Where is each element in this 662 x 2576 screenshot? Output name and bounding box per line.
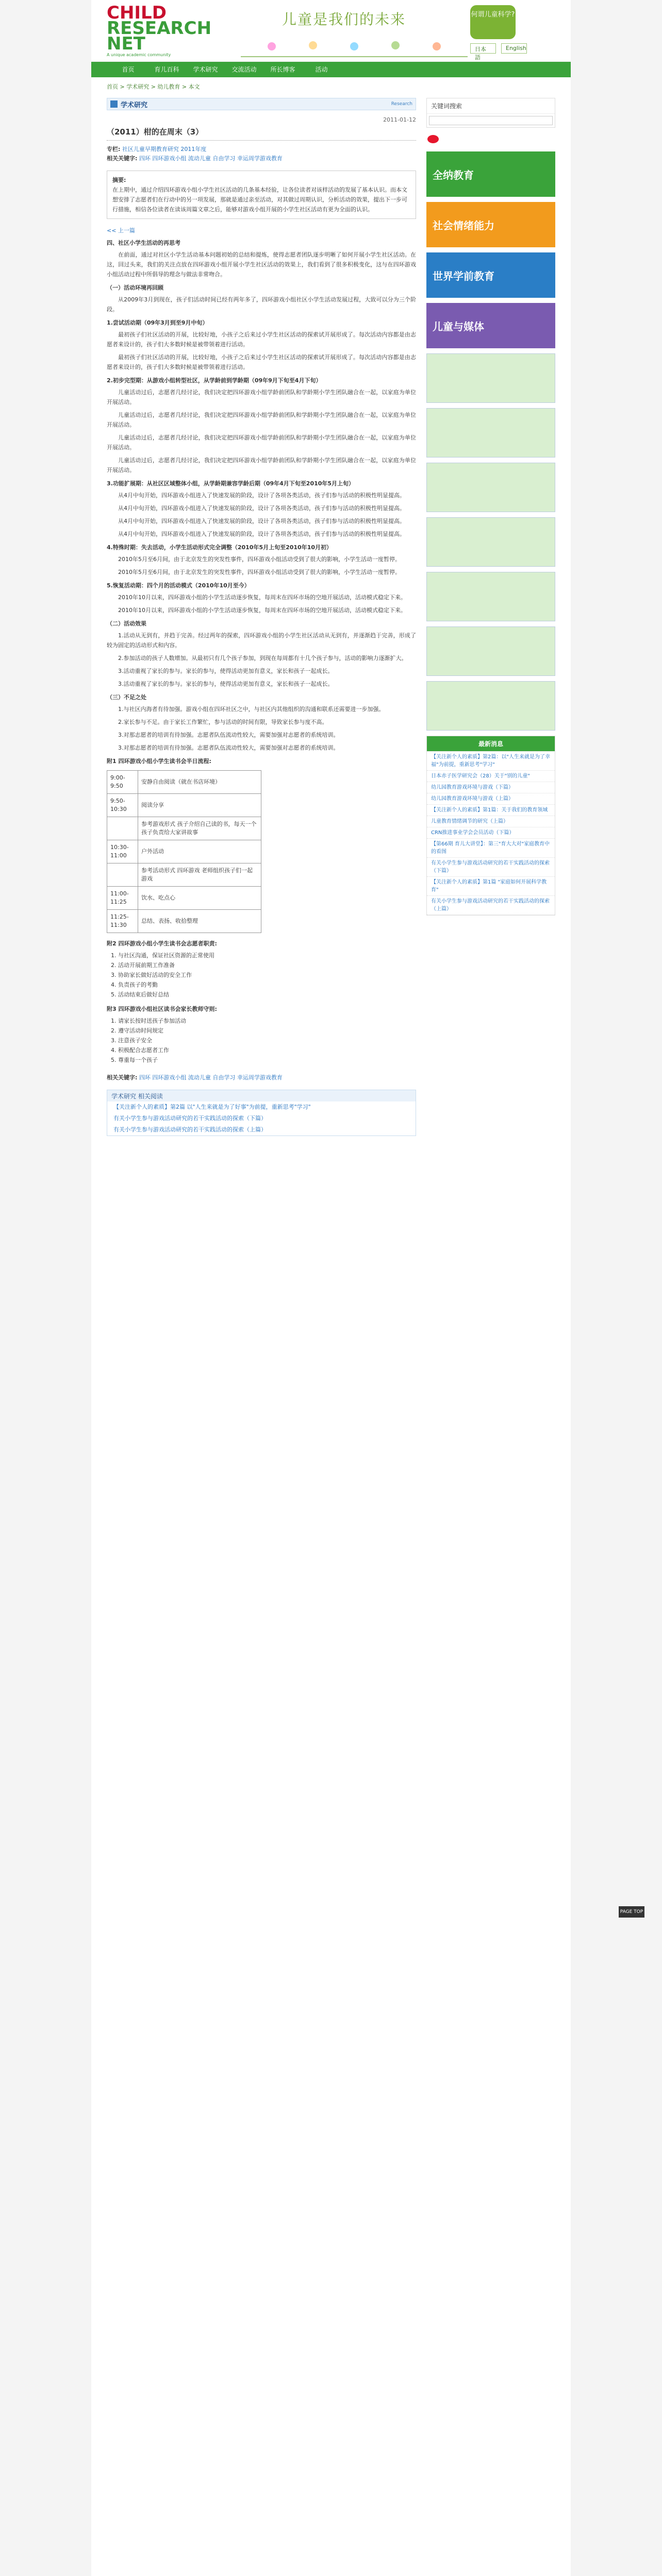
site-logo[interactable]: [107, 5, 225, 57]
task-cell: 户外活动: [138, 840, 261, 863]
news-item[interactable]: 有关小学生参与游戏活动研究的若干实践活动的探索（下篇）: [427, 858, 555, 877]
paragraph: 2010年5月至6月间，由于北京发生的突发性事件，四环游戏小组活动受到了很大的影响，小学生活动一度暂停。: [118, 556, 401, 563]
attachment-2-title: 附2 四环游戏小组小学生读书会志愿者职责:: [107, 940, 217, 947]
schedule-table: [107, 770, 261, 933]
search-label: 关键词搜索: [427, 98, 555, 114]
news-box: [426, 736, 555, 916]
list-item: 4. 积极配合志愿者工作: [118, 1045, 416, 1055]
weibo-icon[interactable]: [426, 133, 555, 146]
time-cell: 11:25-11:30: [107, 910, 138, 933]
news-item[interactable]: 【关注新个人的素质】第1篇：关于我们的教育领域: [427, 805, 555, 816]
task-cell: 阅读分享: [138, 794, 261, 817]
list-item: 2. 遵守活动时间规定: [118, 1026, 416, 1036]
promo-banner[interactable]: [426, 463, 555, 512]
page-top-button[interactable]: PAGE TOP: [619, 1906, 644, 1918]
task-cell: 安静自由阅读（就在书店环境）: [138, 771, 261, 794]
time-cell: [107, 817, 138, 840]
time-cell: [107, 863, 138, 887]
table-row: [107, 817, 261, 840]
paragraph: 2.家长参与不足。由于家长工作繁忙，参与活动的时间有限，导致家长参与度不高。: [118, 719, 328, 725]
paragraph: 儿童活动过后，志愿者几经讨论，我们决定把四环游戏小组学龄前团队和学龄期小学生团队融合在一起，以家庭为单位开展活动。: [107, 457, 416, 473]
paragraph: 3.活动重视了家长的参与。家长的参与，使得活动更加有意义，家长和孩子一起成长。: [118, 681, 334, 687]
paragraph: 从4月中旬开始，四环游戏小组进入了快速发展的阶段，设计了各项各类活动，孩子们参与活动的积极性明显提高。: [118, 492, 405, 499]
main-nav: [91, 62, 571, 77]
heading: 四、社区小学生活动的再思考: [107, 240, 180, 246]
news-title: 最新消息: [427, 736, 555, 752]
table-row: [107, 794, 261, 817]
promo-banner[interactable]: [426, 408, 555, 457]
paragraph: 从4月中旬开始，四环游戏小组进入了快速发展的阶段，设计了各项各类活动，孩子们参与活动的积极性明显提高。: [118, 518, 405, 524]
paragraph: 3.对那志愿者的培训有待加强。志愿者队伍流动性较大，需要加强对志愿者的系统培训。: [118, 744, 339, 751]
children-illustration: [241, 31, 468, 59]
related-link[interactable]: 有关小学生参与游戏活动研究的若干实践活动的探索（下篇）: [113, 1115, 267, 1122]
paragraph: 3.对那志愿者的培训有待加强。志愿者队伍流动性较大，需要加强对志愿者的系统培训。: [118, 732, 339, 738]
article-date: 2011-01-12: [383, 116, 416, 123]
nav-research[interactable]: 学术研究: [193, 66, 218, 73]
logo-subtitle: A unique academic community: [107, 53, 171, 57]
task-cell: 参考活动形式 四环游戏 老师组织孩子们一起游戏: [138, 863, 261, 887]
prev-link[interactable]: << 上一篇: [107, 227, 135, 234]
keywords-label: 相关关键字:: [107, 155, 138, 162]
what-is-child-science-badge[interactable]: 何谓儿童科学?: [470, 5, 516, 39]
logo-text-1: CHILD: [107, 3, 167, 23]
time-cell: 11:00-11:25: [107, 887, 138, 910]
table-row: [107, 887, 261, 910]
heading: 1.尝试活动期（09年3月到至9月中旬）: [107, 319, 208, 326]
heading: （三）不足之处: [107, 694, 146, 701]
heading: 2.初步完型期：从游戏小组转型社区，从学龄前到学龄期（09年9月下旬至4月下旬）: [107, 377, 322, 384]
task-cell: 参考游戏形式 孩子介绍自己读的书，每天一个孩子负责给大家讲故事: [138, 817, 261, 840]
paragraph: 最初孩子们社区活动的开展，比较好地，小孩子之后来过小学生社区活动的探索试开展形成了。每次活动内容都是由志愿者来设计的，孩子们大多数时候是被带领着进行活动。: [107, 331, 416, 348]
list-item: 1. 请家长按时送孩子参加活动: [118, 1016, 416, 1026]
task-cell: 饮水、吃点心: [138, 887, 261, 910]
promo-banner[interactable]: [426, 353, 555, 403]
abstract-box: [107, 171, 416, 219]
heading: 3.功能扩展期：从社区区域整体小组，从学龄期兼容学龄后期（09年4月下旬至2010年5月上旬）: [107, 480, 355, 487]
paragraph: 儿童活动过后，志愿者几经讨论，我们决定把四环游戏小组学龄前团队和学龄期小学生团队融合在一起，以家庭为单位开展活动。: [107, 412, 416, 428]
sidebar: [426, 98, 555, 921]
table-row: [107, 863, 261, 887]
article-body: [107, 239, 416, 1065]
list-item: 4. 负责孩子的考勤: [118, 980, 416, 990]
related-keywords: [107, 1073, 416, 1082]
search-box: [426, 98, 555, 128]
paragraph: 儿童活动过后，志愿者几经讨论，我们决定把四环游戏小组学龄前团队和学龄期小学生团队融合在一起，以家庭为单位开展活动。: [107, 434, 416, 451]
related-box-title: 学术研究 相关阅读: [107, 1090, 416, 1101]
search-input[interactable]: [427, 114, 555, 127]
list-item: 3. 注意孩子安全: [118, 1036, 416, 1045]
article-meta: [107, 145, 416, 163]
news-item[interactable]: CRN推进事业学会会员活动（下篇）: [427, 827, 555, 839]
nav-events[interactable]: 交流活动: [231, 66, 257, 73]
news-item[interactable]: 【关注新个人的素质】第2篇：以"人生来就是为了幸福"为前提，重新思考"学习": [427, 752, 555, 771]
news-item[interactable]: 日本赤子医学研究会（28）关于"别的儿童": [427, 771, 555, 782]
article-title: （2011）柑的在周末（3）: [107, 126, 416, 141]
news-item[interactable]: 有关小学生参与游戏活动研究的若干实践活动的探索（上篇）: [427, 896, 555, 915]
paragraph: 最初孩子们社区活动的开展，比较好地，小孩子之后来过小学生社区活动的探索试开展形成了。每次活动内容都是由志愿者来设计的，孩子们大多数时候是被带领着进行活动。: [107, 354, 416, 370]
banner-inclusive-education[interactable]: 全纳教育: [426, 151, 555, 197]
news-item[interactable]: 【关注新个人的素质】第1篇 "家庭如何开展科学教育": [427, 877, 555, 896]
news-item[interactable]: 幼儿园教育游戏环境与游戏（下篇）: [427, 782, 555, 793]
promo-banner[interactable]: [426, 517, 555, 567]
abstract-text: 在上期中，通过介绍四环游戏小组小学生社区活动的几条基本经验，让各位读者对该样活动的发展了基本认识。而本文想安排了志愿者们在行动中的另一项发展，那就是通过亲至活动，对其做过周期认识，分析活动的效果，提出下一步可行措施，相信各位读者在读该周篇文章之后，能够对游戏小组开展的小学生社区活动有更为全面的认识。: [112, 187, 407, 213]
list-item: 3. 协助家长做好活动的安全工作: [118, 970, 416, 980]
nav-blog[interactable]: 所长博客: [270, 66, 295, 73]
list-item: 1. 与社区沟通，保证社区资源的正常使用: [118, 951, 416, 960]
news-item[interactable]: 【第66期 育儿大讲堂】：第三"育大大对"家庭教育中的看图: [427, 839, 555, 858]
related-link[interactable]: 有关小学生参与游戏活动研究的若干实践活动的探索（上篇）: [113, 1126, 267, 1133]
promo-banner[interactable]: [426, 681, 555, 731]
related-keywords-links[interactable]: 四环 四环游戏小组 流动儿童 自由学习 幸运周学游戏教育: [139, 1074, 283, 1081]
banner-children-media[interactable]: 儿童与媒体: [426, 303, 555, 348]
breadcrumb[interactable]: 首页 > 学术研究 > 幼儿教育 > 本文: [107, 83, 200, 90]
promo-banner[interactable]: [426, 626, 555, 676]
time-cell: 10:30-11:00: [107, 840, 138, 863]
table-row: [107, 840, 261, 863]
heading: （二）活动效果: [107, 620, 146, 627]
main-content: [107, 98, 416, 1136]
paragraph: 儿童活动过后，志愿者几经讨论，我们决定把四环游戏小组学龄前团队和学龄期小学生团队融合在一起，以家庭为单位开展活动。: [107, 389, 416, 405]
time-cell: 9:50-10:30: [107, 794, 138, 817]
paragraph: 在前面，通过对社区小学生活动基本问题初始的总结和提炼，使得志愿者团队逐步明晰了如何开展小学生社区活动。在这，回过头来，我们的关注点放在四环游戏小组开展小学生社区活动的效果上，我们看到了很多积极变化，这与在四环游戏小组活动过程中所倡导的理念与做法非常吻合。: [107, 251, 416, 278]
paragraph: 2010年5月至6月间，由于北京发生的突发性事件，四环游戏小组活动受到了很大的影响，小学生活动一度暂停。: [118, 569, 401, 575]
list-item: 5. 活动结束后做好总结: [118, 990, 416, 999]
attachment-3-title: 附3 四环游戏小组社区读书会家长教师守则:: [107, 1006, 217, 1012]
lang-ja-select[interactable]: 日本語: [470, 43, 496, 54]
logo-text-3: NET: [107, 33, 145, 54]
abstract-label: 摘要:: [112, 177, 126, 183]
list-item: 5. 尊重每一个孩子: [118, 1055, 416, 1065]
paragraph: 2010年10月以来，四环游戏小组的小学生活动逐步恢复，每周末在四环市场的空地开展活动，活动模式稳定下来。: [118, 607, 406, 614]
paragraph: 从4月中旬开始，四环游戏小组进入了快速发展的阶段，设计了各项各类活动，孩子们参与活动的积极性明显提高。: [118, 505, 405, 512]
banner-sel[interactable]: 社会情绪能力: [426, 202, 555, 247]
header: [91, 0, 571, 62]
list-item: 2. 活动开展前期工作准备: [118, 960, 416, 970]
banner-world-preschool[interactable]: 世界学前教育: [426, 252, 555, 298]
paragraph: 3.活动重视了家长的参与。家长的参与，使得活动更加有意义，家长和孩子一起成长。: [118, 668, 334, 674]
heading: （一）活动环境再回顾: [107, 284, 163, 291]
slogan: 儿童是我们的未来: [282, 11, 406, 28]
rules-list: [107, 1016, 416, 1065]
time-cell: 9:00-9:50: [107, 771, 138, 794]
paragraph: 1.与社区内海者有待加强。游戏小组在四环社区之中，与社区内其他组织的沟通和联系还需要进一步加强。: [118, 706, 385, 713]
news-item[interactable]: 儿童教育情绪调节的研究（上篇）: [427, 816, 555, 827]
duties-list: [107, 951, 416, 999]
news-item[interactable]: 幼儿园教育游戏环境与游戏（上篇）: [427, 793, 555, 805]
page: [91, 0, 571, 2576]
nav-parenting[interactable]: 育儿百科: [154, 66, 179, 73]
attachment-1-title: 附1 四环游戏小组小学生读书会半日流程:: [107, 758, 211, 765]
task-cell: 总结、表扬、收拾整理: [138, 910, 261, 933]
author-label: 专栏:: [107, 146, 121, 152]
section-title-en: Research: [391, 101, 412, 107]
table-row: [107, 910, 261, 933]
nav-activities[interactable]: 活动: [315, 66, 328, 73]
nav-home[interactable]: 首页: [122, 66, 135, 73]
author-link[interactable]: 社区儿童早期教育研究 2011年度: [122, 146, 207, 152]
related-keywords-label: 相关关键字:: [107, 1074, 138, 1081]
paragraph: 2010年10月以来，四环游戏小组的小学生活动逐步恢复，每周末在四环市场的空地开展活动，活动模式稳定下来。: [118, 594, 406, 601]
table-row: [107, 771, 261, 794]
paragraph: 1.活动从无到有，并趋于完善。经过两年的探索，四环游戏小组的小学生社区活动从无到有，并逐渐趋于完善，形成了较为固定的活动形式和内容。: [107, 632, 416, 649]
related-link[interactable]: 【关注新个人的素质】第2篇 以"人生来就是为了好事"为前提，重新思考"学习": [113, 1104, 311, 1110]
lang-en-select[interactable]: English: [501, 43, 527, 54]
heading: 4.特殊时期：失去活动，小学生活动形式完全调整（2010年5月上旬至2010年10月初）: [107, 544, 333, 551]
section-icon: [110, 100, 118, 108]
keywords-links[interactable]: 四环 四环游戏小组 流动儿童 自由学习 幸运周学游戏教育: [139, 155, 283, 162]
logo-text-2: RESEARCH: [107, 18, 212, 39]
related-box: [107, 1090, 416, 1136]
paragraph: 从2009年3月到现在，孩子们活动时间已经有两年多了，四环游戏小组社区小学生活动发展过程，大致可以分为三个阶段。: [107, 296, 416, 313]
paragraph: 从4月中旬开始，四环游戏小组进入了快速发展的阶段，设计了各项各类活动，孩子们参与活动的积极性明显提高。: [118, 531, 405, 537]
heading: 5.恢复活动期：四个月的活动模式（2010年10月至今）: [107, 582, 250, 589]
paragraph: 2.参加活动的孩子人数增加。从最初只有几个孩子参加，到现在每周都有十几个孩子参与，活动的影响力逐渐扩大。: [118, 655, 407, 662]
section-title-bar: [107, 98, 416, 110]
promo-banner[interactable]: [426, 572, 555, 621]
section-title: 学术研究: [121, 101, 148, 109]
